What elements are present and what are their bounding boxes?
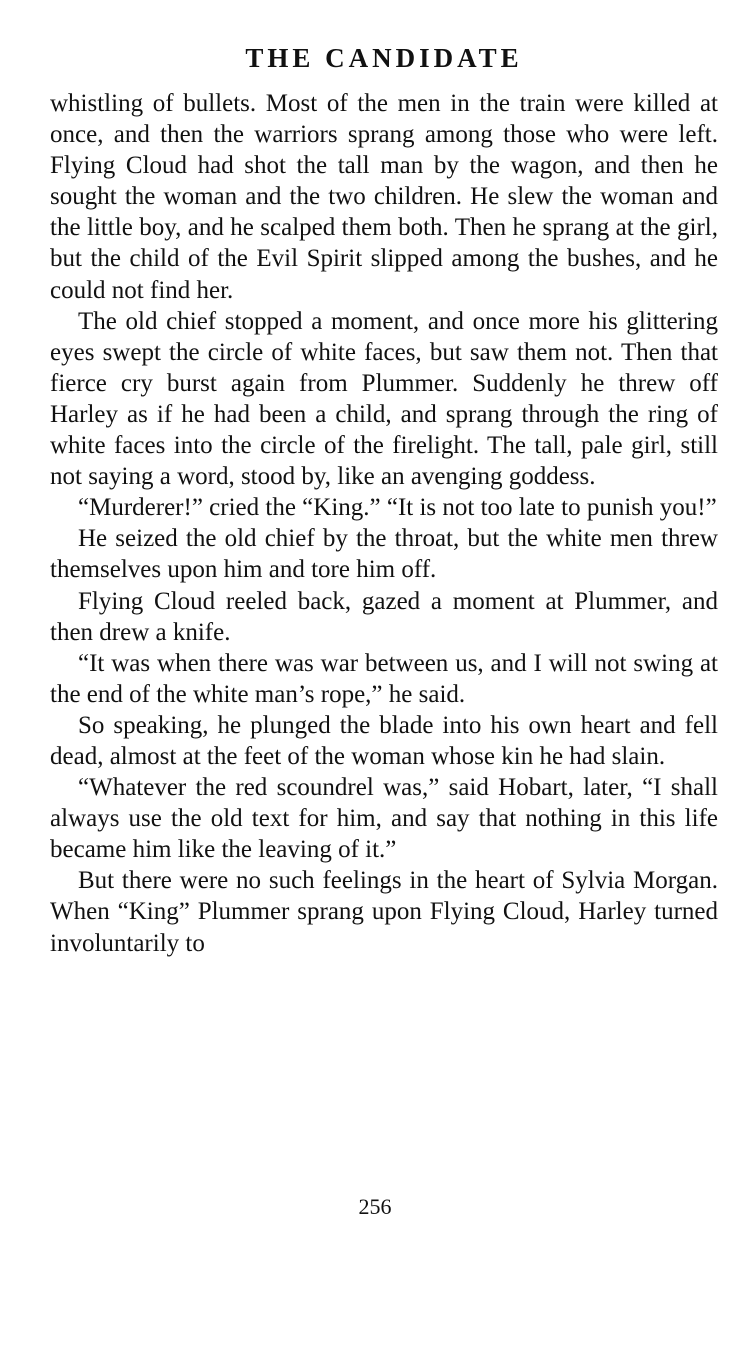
running-title: THE CANDIDATE	[245, 43, 523, 73]
paragraph: “Whatever the red scoundrel was,” said Hobart, later, “I shall always use the old text for him, and say that nothing in this life became him like the leaving of it.”	[50, 774, 718, 864]
paragraph: The old chief stopped a moment, and once more his glittering eyes swept the circle of white faces, but saw them not. Then that fierce cry burst again from Plummer. Suddenly he threw off Harley as if he had been a child, and sprang through the ring of white faces into the circle of the firelight. The tall, pale girl, still not saying a word, stood by, like an avenging goddess.	[50, 307, 718, 491]
paragraph: “Murderer!” cried the “King.” “It is not too late to punish you!”	[78, 494, 717, 522]
paragraph: “It was when there was war between us, and I will not swing at the end of the white man’s rope,” he said.	[50, 649, 718, 708]
paragraph: He seized the old chief by the throat, but the white men threw themselves upon him and tore him off.	[50, 525, 718, 584]
paragraph: But there were no such feelings in the heart of Sylvia Morgan. When “King” Plummer sprang upon Flying Cloud, Harley turned involuntarily to	[50, 867, 718, 957]
paragraph: Flying Cloud reeled back, gazed a moment at Plummer, and then drew a knife.	[50, 587, 718, 646]
paragraph: So speaking, he plunged the blade into his own heart and fell dead, almost at the feet of the woman whose kin he had slain.	[50, 711, 718, 770]
page-number: 256	[358, 1194, 392, 1219]
body-text	[50, 88, 718, 959]
paragraph: whistling of bullets. Most of the men in the train were killed at once, and then the warriors sprang among those who were left. Flying Cloud had shot the tall man by the wagon, and then he sought the woman and the two children. He slew the woman and the little boy, and he scalped them both. Then he sprang at the girl, but the child of the Evil Spirit slipped among the bushes, and he could not find her.	[50, 90, 718, 304]
book-page	[50, 38, 718, 959]
